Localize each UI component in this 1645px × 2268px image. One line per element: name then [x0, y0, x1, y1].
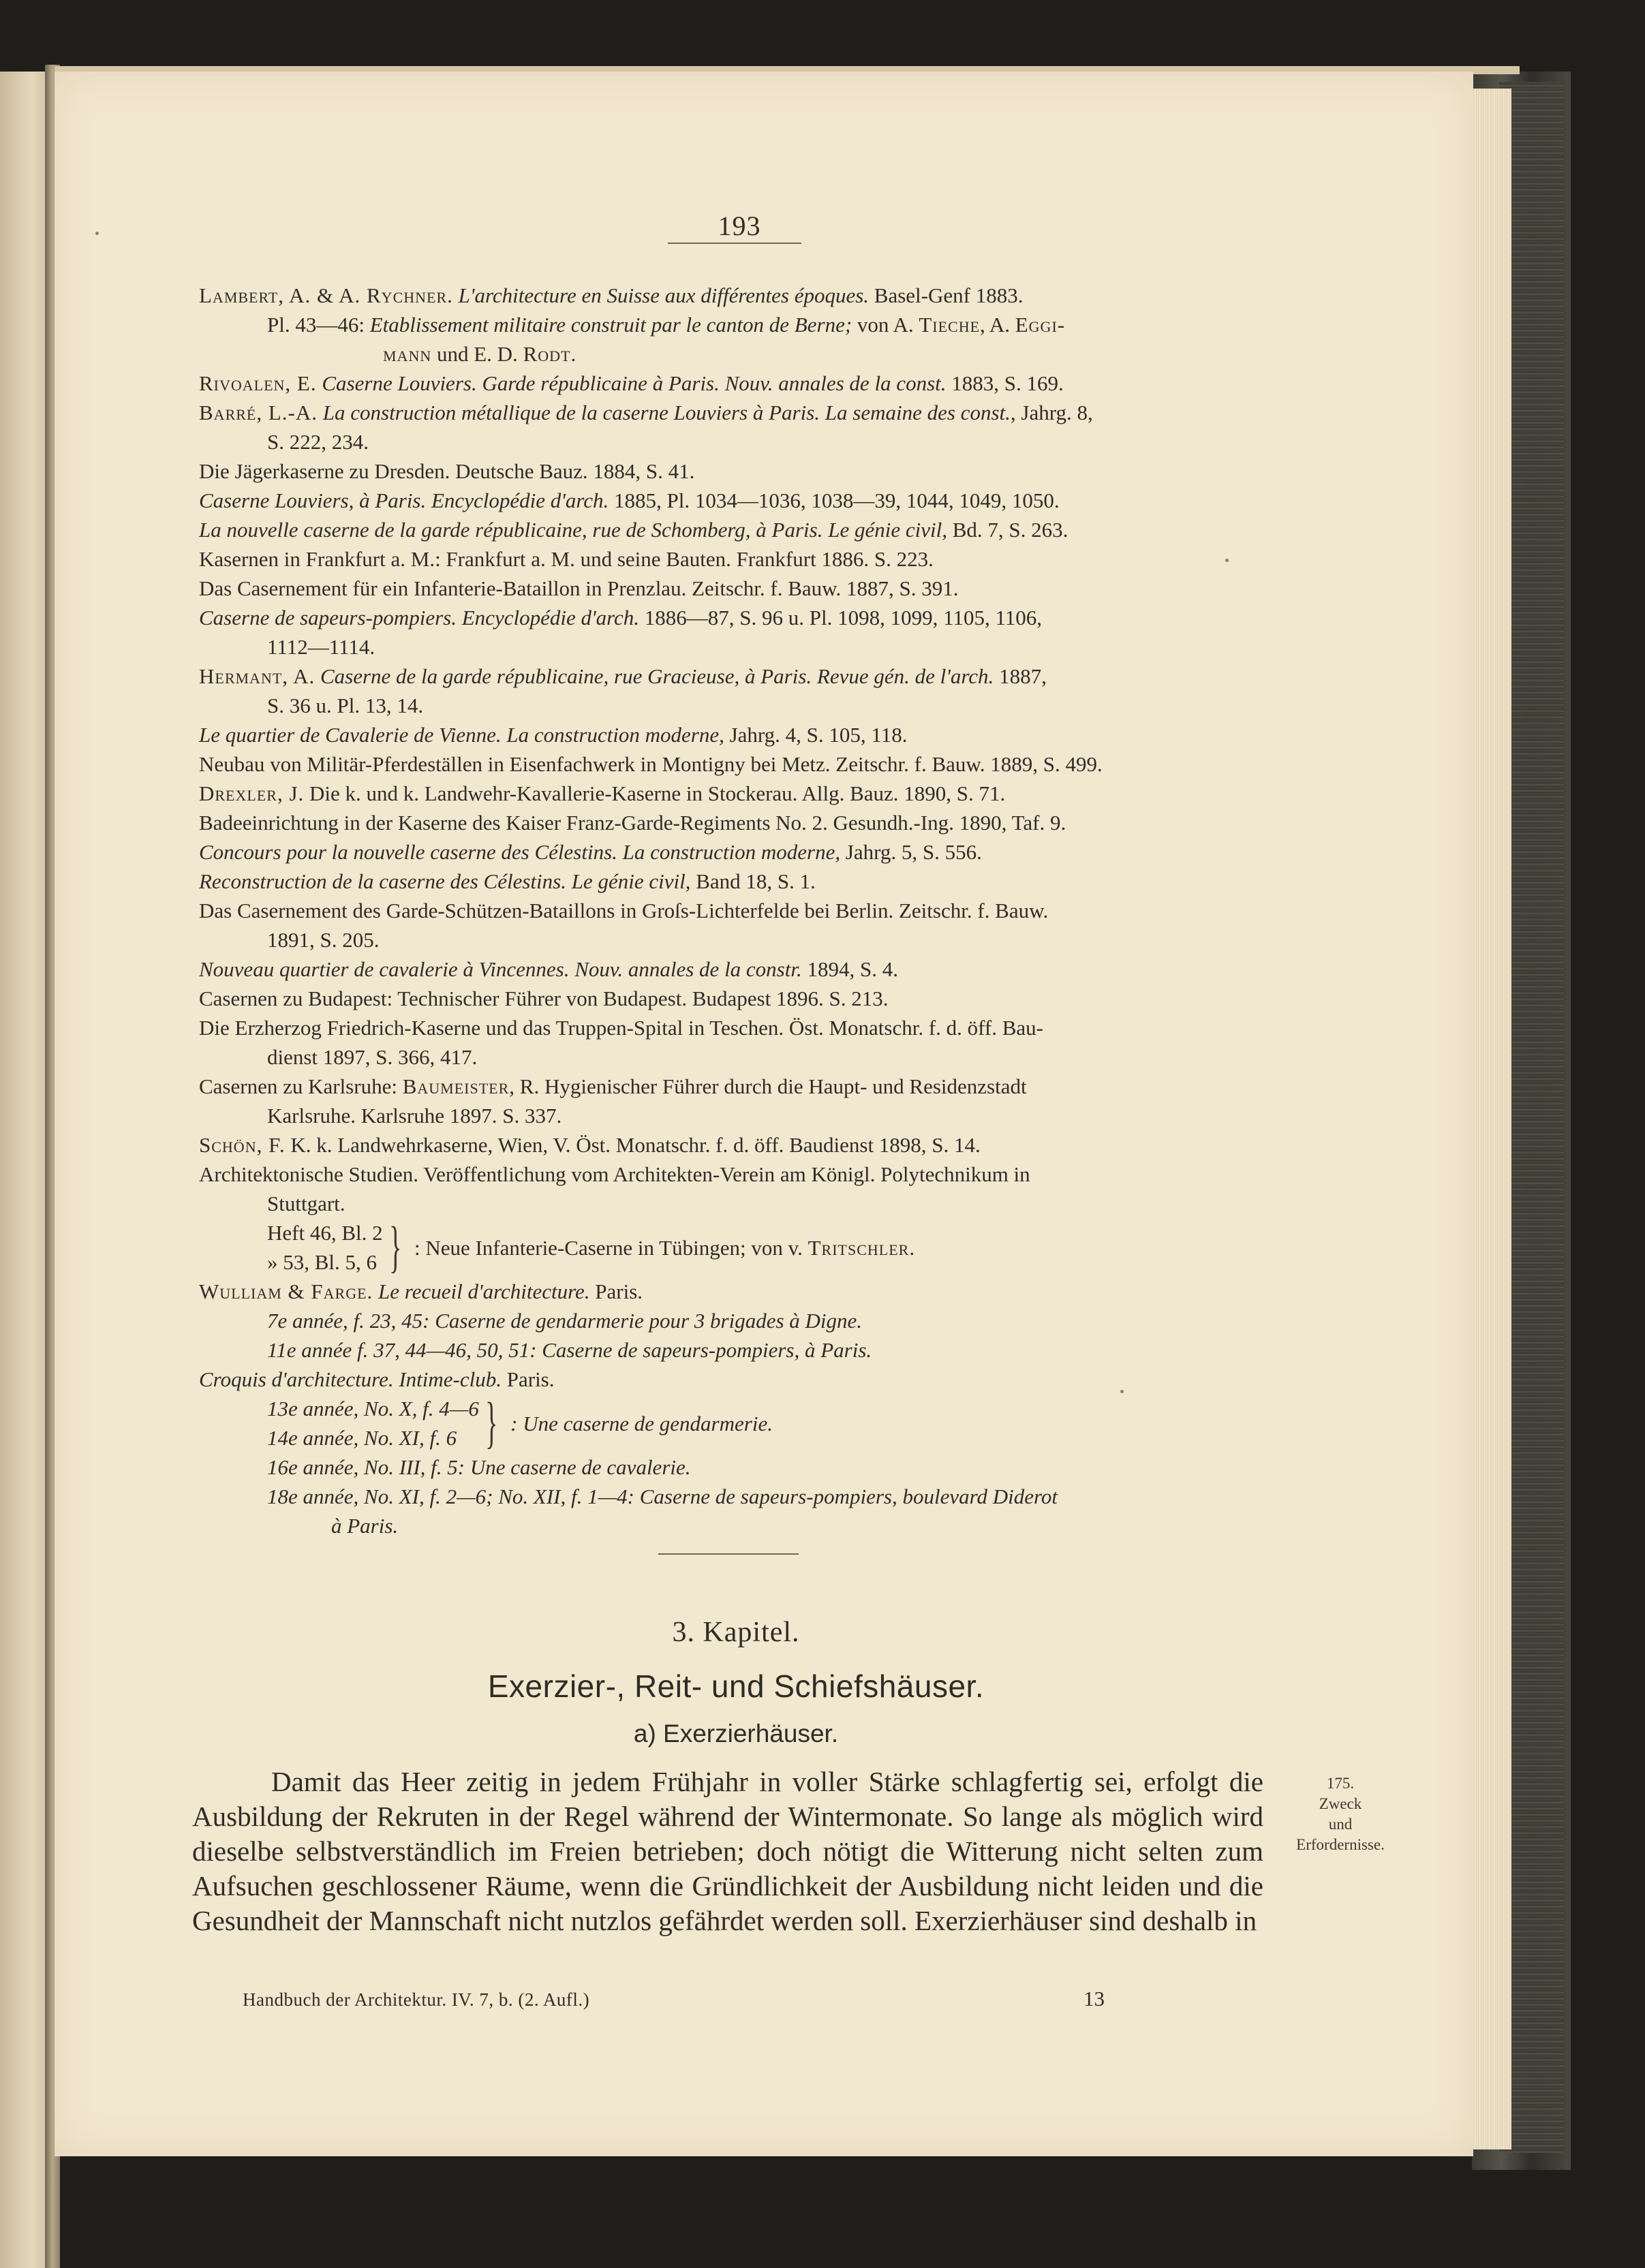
- bibliography-line: [199, 1189, 1267, 1218]
- text-run: Bd. 7, S. 263.: [947, 518, 1069, 542]
- bibliography-line: [199, 1511, 1267, 1540]
- text-run: Casernen zu Karlsruhe:: [199, 1074, 403, 1098]
- bibliography-line: [199, 574, 1267, 603]
- text-run: Drexler, J.: [199, 781, 305, 805]
- text-run: [315, 664, 320, 688]
- text-run: Barré, L.-A.: [199, 401, 318, 424]
- text-run: Caserne de sapeurs-pompiers. Encyclopédie d'arch.: [199, 606, 640, 630]
- text-run: Band 18, S. 1.: [690, 869, 816, 893]
- text-run: S. 222, 234.: [267, 430, 369, 454]
- bibliography-line: [199, 1277, 1267, 1306]
- text-run: K. k. Landwehrkaserne, Wien, V. Öst. Monatschr. f. d. öff. Baudienst 1898, S. 14.: [285, 1133, 981, 1157]
- text-run: Das Casernement des Garde-Schützen-Bataillons in Groſs-Lichterfelde bei Berlin. Zeitschr. f. Bauw.: [199, 899, 1049, 922]
- bibliography-line: [199, 662, 1267, 691]
- bibliography-line: [199, 779, 1267, 808]
- margin-note-line: Zweck: [1319, 1795, 1362, 1812]
- text-run: 11e année f. 37, 44—46, 50, 51: Caserne de sapeurs-pompiers, à Paris.: [267, 1338, 872, 1362]
- text-run: Die k. und k. Landwehr-Kavallerie-Kaserne in Stockerau. Allg. Bauz. 1890, S. 71.: [304, 781, 1006, 805]
- bibliography-line: [199, 339, 1267, 369]
- text-run: 1885, Pl. 1034—1036, 1038—39, 1044, 1049, 1050.: [609, 488, 1060, 512]
- bibliography-line: [199, 544, 1267, 574]
- bibliography-line: [199, 1306, 1267, 1335]
- bibliography-line: [199, 1335, 1267, 1365]
- section-title: a) Exerzierhäuser.: [633, 1720, 839, 1747]
- brace-line: [267, 1394, 479, 1423]
- bibliography-line: [199, 1453, 1267, 1482]
- text-run: 1883, S. 169.: [946, 371, 1064, 395]
- text-run: Paris.: [502, 1367, 555, 1391]
- text-run: 16e année, No. III, f. 5: Une caserne de cavalerie.: [267, 1455, 691, 1479]
- text-run: Architektonische Studien. Veröffentlichung vom Architekten-Verein am Königl. Polytechnikum in: [199, 1162, 1030, 1186]
- text-run: : Une caserne de gendarmerie.: [510, 1411, 773, 1435]
- text-run: Caserne de la garde républicaine, rue Gracieuse, à Paris. Revue gén. de l'arch.: [320, 664, 994, 688]
- speck: [95, 232, 99, 235]
- text-run: Hermant, A.: [199, 664, 316, 688]
- text-run: Paris.: [589, 1279, 643, 1303]
- margin-note-number: 175.: [1326, 1775, 1355, 1792]
- text-run: 1886—87, S. 96 u. Pl. 1098, 1099, 1105, 1106,: [639, 606, 1043, 630]
- text-run: Basel-Genf 1883.: [869, 283, 1024, 307]
- text-run: Rodt: [523, 342, 571, 366]
- text-run: Le recueil d'architecture.: [378, 1279, 590, 1303]
- text-run: und E. D.: [431, 342, 523, 366]
- text-run: Eggi-: [1015, 313, 1066, 337]
- text-run: S. 36 u. Pl. 13, 14.: [267, 694, 424, 717]
- bibliography-line: [199, 486, 1267, 515]
- bibliography-line: [199, 398, 1267, 427]
- brace-group: [267, 1394, 479, 1453]
- bibliography: [199, 281, 1267, 1540]
- bibliography-line: [199, 515, 1267, 544]
- text-run: Caserne Louviers. Garde républicaine à Paris. Nouv. annales de la const.: [322, 371, 947, 395]
- text-run: Le quartier de Cavalerie de Vienne. La construction moderne,: [199, 723, 724, 747]
- bibliography-line: [199, 427, 1267, 456]
- bibliography-line: [199, 1160, 1267, 1189]
- brace-line: [267, 1423, 479, 1453]
- text-run: .: [570, 342, 576, 366]
- bibliography-line: [199, 691, 1267, 720]
- text-run: 13e année, No. X, f. 4—6: [267, 1397, 479, 1420]
- bibliography-line: [199, 603, 1267, 632]
- text-run: Heft 46, Bl. 2: [267, 1221, 383, 1245]
- bibliography-line: [199, 281, 1267, 310]
- bibliography-line: [199, 1130, 1267, 1160]
- page-number: 193: [718, 211, 761, 241]
- text-run: Pl. 43—46:: [267, 313, 370, 337]
- bibliography-line: [199, 749, 1267, 779]
- bibliography-line: [199, 867, 1267, 896]
- text-run: 7e année, f. 23, 45: Caserne de gendarmerie pour 3 brigades à Digne.: [267, 1309, 863, 1333]
- margin-note-line: und: [1328, 1816, 1353, 1833]
- bibliography-line: [199, 1215, 1267, 1279]
- brace-glyph: }: [388, 1215, 401, 1279]
- text-run: Rivoalen, E.: [199, 371, 317, 395]
- chapter-number: 3. Kapitel.: [672, 1617, 800, 1648]
- brace-label: [508, 1409, 773, 1438]
- text-run: [318, 401, 323, 424]
- text-run: L'architecture en Suisse aux différentes époques.: [458, 283, 870, 307]
- text-run: 1894, S. 4.: [801, 957, 898, 981]
- bibliography-line: [199, 720, 1267, 749]
- bibliography-line: [199, 1365, 1267, 1394]
- text-run: Neubau von Militär-Pferdeställen in Eisenfachwerk in Montigny bei Metz. Zeitschr. f. Bauw. 1889, S. 499.: [199, 752, 1103, 776]
- margin-note: [1269, 1773, 1412, 1855]
- bibliography-line: [199, 632, 1267, 662]
- text-run: mann: [383, 342, 432, 366]
- text-run: à Paris.: [331, 1514, 399, 1538]
- bibliography-line: [199, 456, 1267, 486]
- brace-group: [267, 1218, 383, 1277]
- text-run: Tritschler: [808, 1235, 910, 1260]
- text-run: 14e année, No. XI, f. 6: [267, 1426, 457, 1450]
- text-run: Casernen zu Budapest: Technischer Führer von Budapest. Budapest 1896. S. 213.: [199, 987, 889, 1010]
- text-run: Wulliam & Farge.: [199, 1279, 373, 1303]
- text-run: Jahrg. 4, S. 105, 118.: [724, 723, 908, 747]
- text-run: La nouvelle caserne de la garde républicaine, rue de Schomberg, à Paris. Le génie civil,: [199, 518, 947, 542]
- text-run: Caserne Louviers, à Paris. Encyclopédie d'arch.: [199, 488, 609, 512]
- text-run: Das Casernement für ein Infanterie-Bataillon in Prenzlau. Zeitschr. f. Bauw. 1887, S. 391.: [199, 576, 959, 600]
- text-run: von A.: [852, 313, 919, 337]
- bibliography-line: [199, 1072, 1267, 1101]
- text-run: Badeeinrichtung in der Kaserne des Kaiser Franz-Garde-Regiments No. 2. Gesundh.-Ing. 1890, Taf. 9.: [199, 811, 1066, 835]
- bibliography-line: [199, 310, 1267, 339]
- text-run: , R. Hygienischer Führer durch die Haupt- und Residenzstadt: [509, 1074, 1027, 1098]
- text-run: Etablissement militaire construit par le canton de Berne;: [369, 313, 852, 337]
- footer-sheet-number: 13: [1083, 1987, 1105, 2010]
- bibliography-line: [199, 1101, 1267, 1130]
- text-run: .: [909, 1235, 915, 1260]
- text-run: Concours pour la nouvelle caserne des Célestins. La construction moderne,: [199, 840, 841, 864]
- text-run: 1891, S. 205.: [267, 928, 380, 952]
- bibliography-line: [199, 837, 1267, 867]
- brace-line: [267, 1218, 383, 1247]
- bibliography-line: [199, 1042, 1267, 1072]
- text-run: Tieche: [919, 313, 981, 337]
- bibliography-line: [199, 984, 1267, 1013]
- footer-signature: Handbuch der Architektur. IV. 7, b. (2. Aufl.): [243, 1989, 590, 2010]
- bibliography-line: [199, 1391, 1267, 1455]
- text-run: , Jahrg. 8,: [1010, 401, 1093, 424]
- chapter-title: Exerzier-, Reit- und Schiefshäuser.: [487, 1668, 985, 1704]
- text-run: Kasernen in Frankfurt a. M.: Frankfurt a. M. und seine Bauten. Frankfurt 1886. S. 223.: [199, 547, 934, 571]
- text-run: 18e année, No. XI, f. 2—6; No. XII, f. 1—4: Caserne de sapeurs-pompiers, boulevard Diderot: [267, 1485, 1058, 1508]
- bibliography-line: [199, 954, 1267, 984]
- text-run: Schön, F.: [199, 1133, 286, 1157]
- body-text: [192, 1765, 1263, 1938]
- speck: [1225, 559, 1229, 562]
- brace-label: [412, 1233, 914, 1262]
- text-run: Baumeister: [402, 1074, 510, 1098]
- text-run: [453, 283, 459, 307]
- header-rule: [668, 243, 801, 244]
- bibliography-line: [199, 369, 1267, 398]
- text-run: Lambert, A. & A. Rychner.: [199, 283, 453, 307]
- margin-note-line: Erfordernisse.: [1296, 1836, 1385, 1853]
- text-run: Reconstruction de la caserne des Célestins. Le génie civil,: [199, 869, 691, 893]
- brace-line: [267, 1247, 383, 1277]
- text-run: » 53, Bl. 5, 6: [267, 1250, 378, 1274]
- text-run: Jahrg. 5, S. 556.: [840, 840, 982, 864]
- text-run: 1887,: [994, 664, 1047, 688]
- text-run: La construction métallique de la caserne Louviers à Paris. La semaine des const.: [322, 401, 1011, 424]
- text-run: Nouveau quartier de cavalerie à Vincennes. Nouv. annales de la constr.: [199, 957, 802, 981]
- body-paragraph: Damit das Heer zeitig in jedem Frühjahr in voller Stärke schlagfertig sei, erfolgt die Ausbildung der Rekruten in der Regel während der Wintermonate. So lange als möglich wird dieselbe selbstverständlich im Freien betrieben; doch nötigt die Witterung nicht selten zum Aufsuchen geschlossener Räume, wenn die Gründlichkeit der Ausbildung nicht leiden und die Gesundheit der Mannschaft nicht nutzlos gefährdet werden soll. Exerzierhäuser sind deshalb in: [192, 1766, 1263, 1936]
- brace-glyph: }: [485, 1391, 498, 1455]
- text-run: Die Jägerkaserne zu Dresden. Deutsche Bauz. 1884, S. 41.: [199, 459, 695, 483]
- text-run: [373, 1279, 378, 1303]
- text-run: : Neue Infanterie-Caserne in Tübingen; von v.: [414, 1235, 808, 1260]
- text-run: Stuttgart.: [267, 1192, 345, 1215]
- bibliography-line: [199, 808, 1267, 837]
- speck: [1120, 1390, 1124, 1393]
- bibliography-line: [199, 925, 1267, 954]
- text-run: dienst 1897, S. 366, 417.: [267, 1045, 478, 1069]
- text-run: Croquis d'architecture. Intime-club.: [199, 1367, 502, 1391]
- bibliography-line: [199, 1013, 1267, 1042]
- bibliography-line: [199, 896, 1267, 925]
- bibliography-end-rule: [658, 1553, 799, 1555]
- text-run: Die Erzherzog Friedrich-Kaserne und das Truppen-Spital in Teschen. Öst. Monatschr. f. d. öff. Bau-: [199, 1016, 1044, 1040]
- text-run: , A.: [980, 313, 1015, 337]
- text-run: Karlsruhe. Karlsruhe 1897. S. 337.: [267, 1104, 562, 1128]
- bibliography-line: [199, 1482, 1267, 1511]
- text-run: 1112—1114.: [267, 635, 375, 659]
